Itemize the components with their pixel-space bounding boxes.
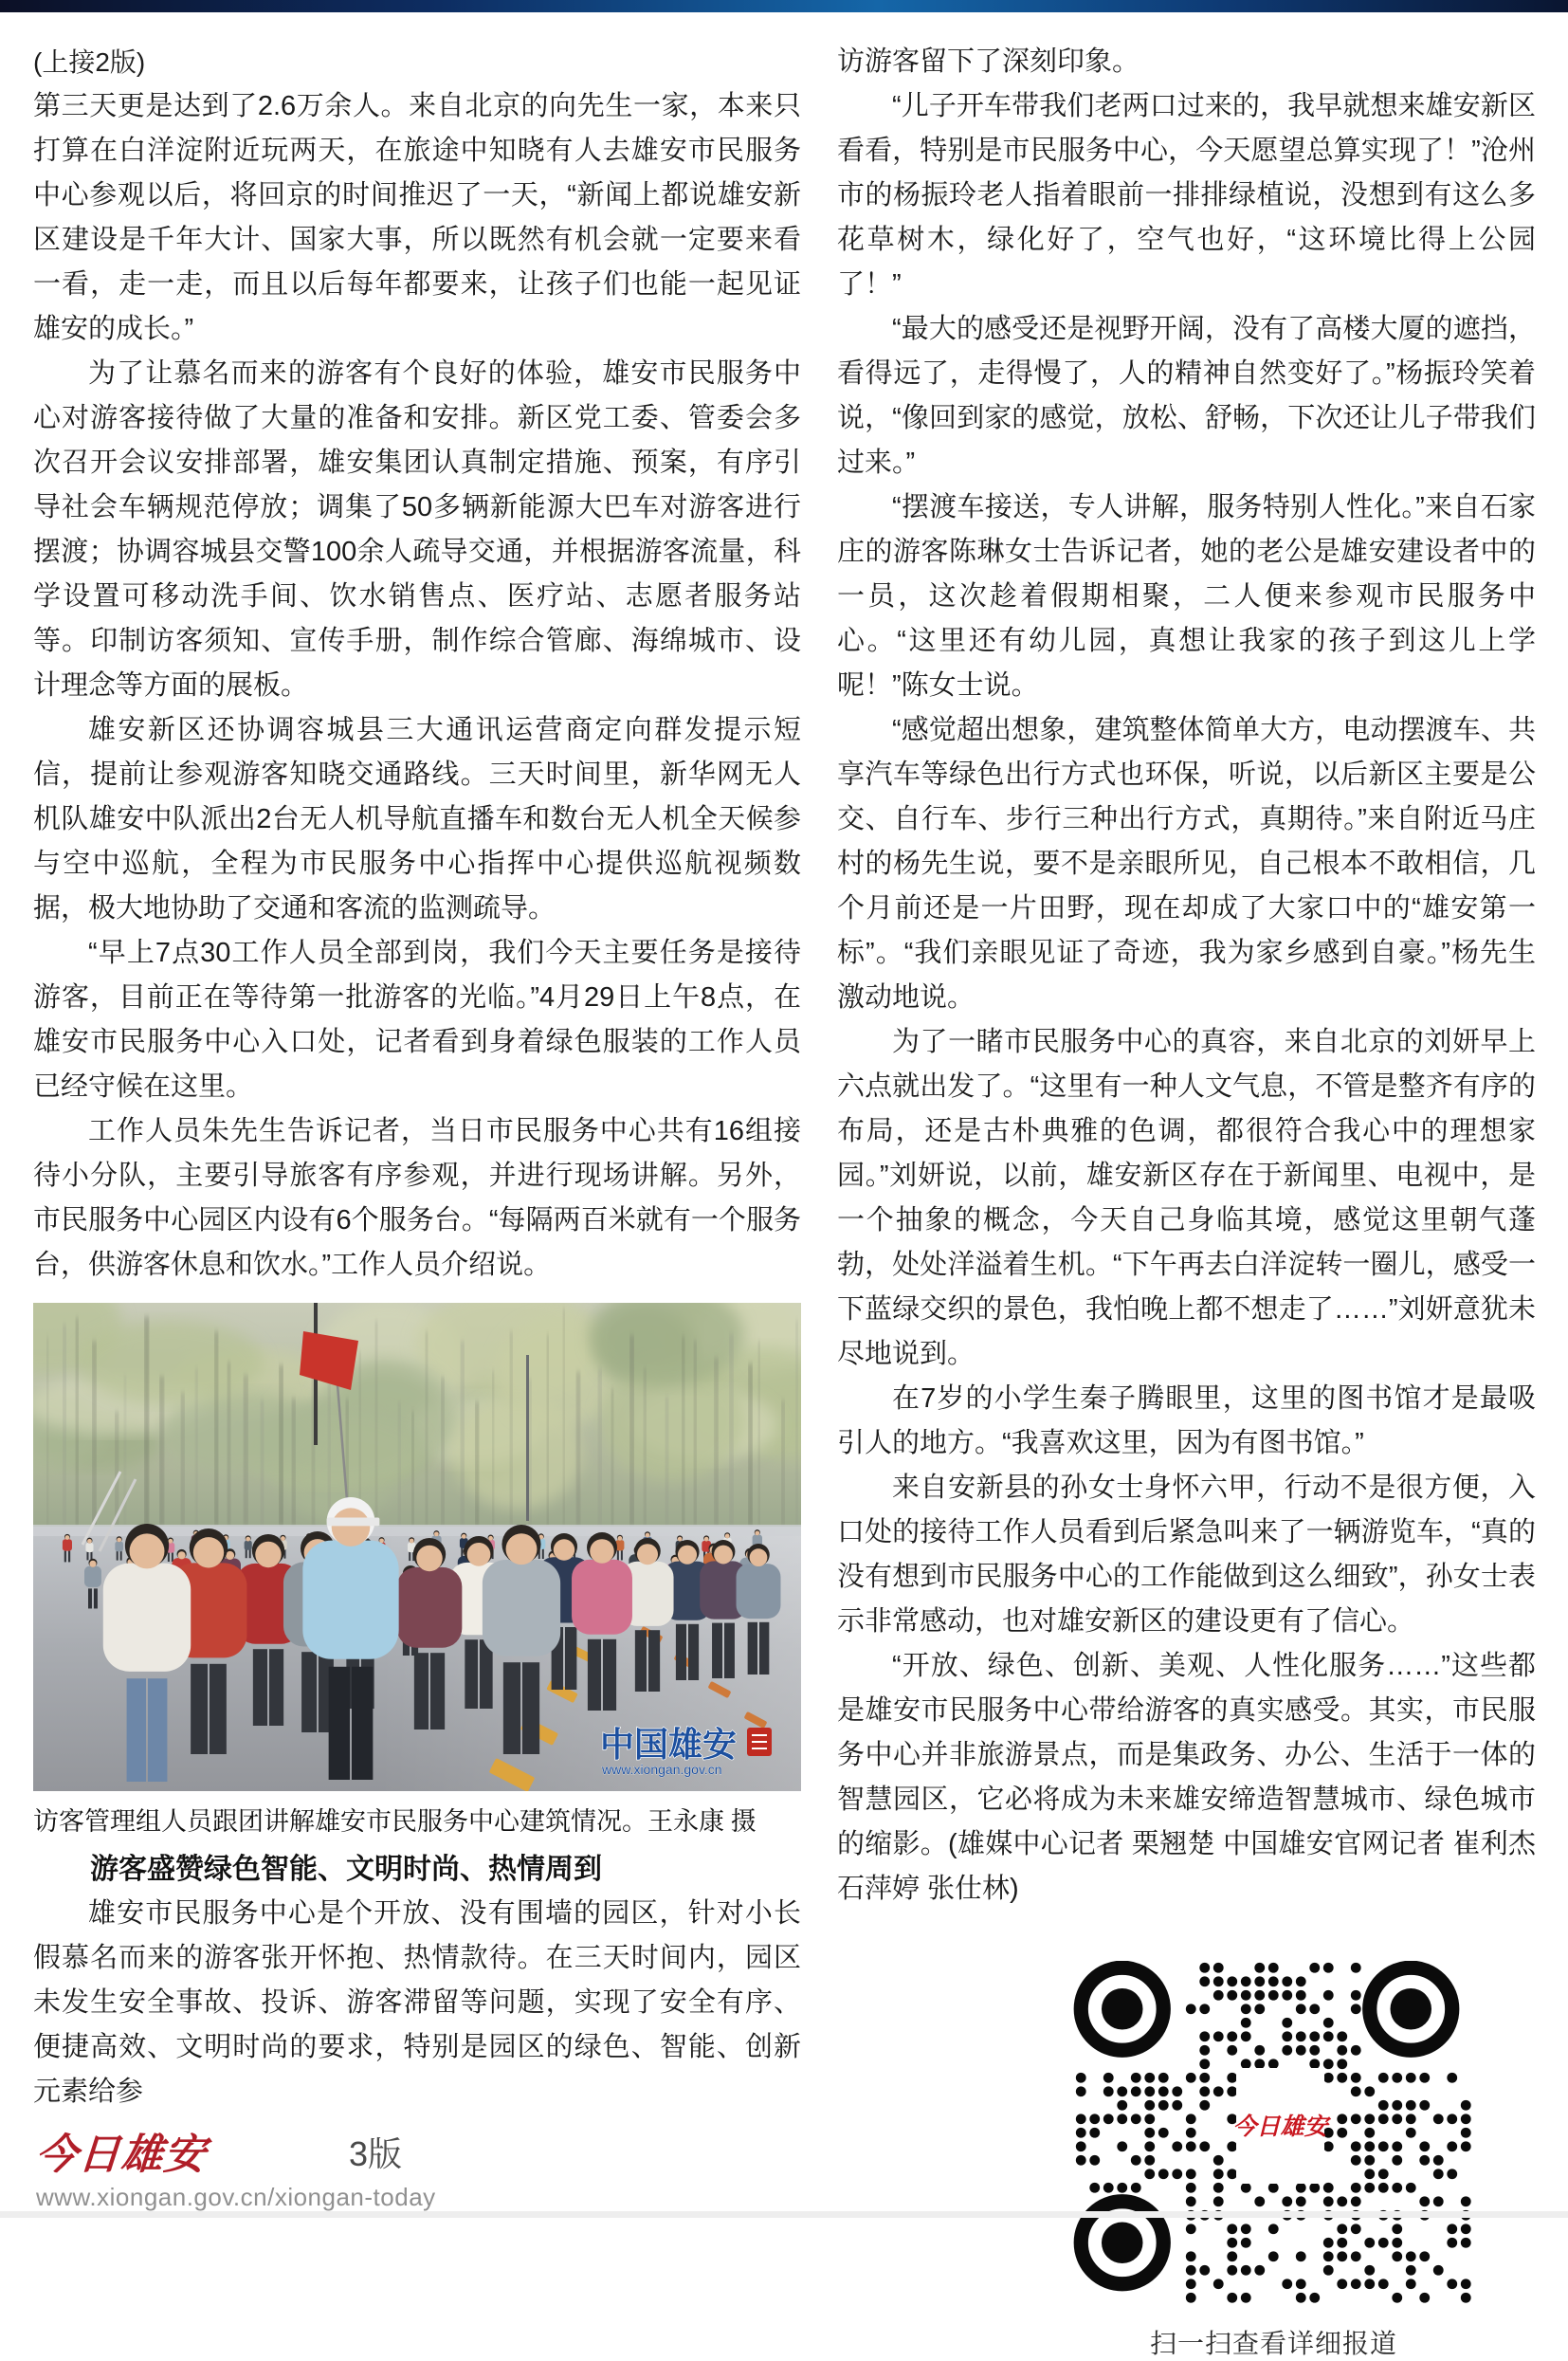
- paragraph: “儿子开车带我们老两口过来的，我早就想来雄安新区看看，特别是市民服务中心，今天愿望总算实现了！”沧州市的杨振玲老人指着眼前一排排绿植说，没想到有这么多花草树木，绿化好了，空气也好，“这环境比得上公园了！”: [837, 91, 1536, 300]
- qr-block: [1068, 1961, 1479, 2361]
- paragraph: 为了让慕名而来的游客有个良好的体验，雄安市民服务中心对游客接待做了大量的准备和安排。新区党工委、管委会多次召开会议安排部署，雄安集团认真制定措施、预案，有序引导社会车辆规范停放；调集了50多辆新能源大巴车对游客进行摆渡；协调容城县交警100余人疏导交通，并根据游客流量，科学设置可移动洗手间、饮水销售点、医疗站、志愿者服务站等。印制访客须知、宣传手册，制作综合管廊、海绵城市、设计理念等方面的展板。: [33, 358, 801, 701]
- paragraph: 工作人员朱先生告诉记者，当日市民服务中心共有16组接待小分队，主要引导旅客有序参观，并进行现场讲解。另外，市民服务中心园区内设有6个服务台。“每隔两百米就有一个服务台，供游客休息和饮水。”工作人员介绍说。: [33, 1116, 801, 1280]
- section-paragraph-wrap: [33, 1892, 801, 2114]
- paragraph: 第三天更是达到了2.6万余人。来自北京的向先生一家，本来只打算在白洋淀附近玩两天，在旅途中知晓有人去雄安市民服务中心参观以后，将回京的时间推迟了一天，“新闻上都说雄安新区建设是千年大计、国家大事，所以既然有机会就一定要来看一看，走一走，而且以后每年都要来，让孩子们也能一起见证雄安的成长。”: [33, 91, 801, 344]
- section-subhead: 游客盛赞绿色智能、文明时尚、热情周到: [90, 1854, 602, 1885]
- left-column-text: [33, 84, 801, 1288]
- paragraph: 为了一睹市民服务中心的真容，来自北京的刘妍早上六点就出发了。“这里有一种人文气息，不管是整齐有序的布局，还是古朴典雅的色调，都很符合我心中的理想家园。”刘妍说，以前，雄安新区存在于新闻里、电视中，是一个抽象的概念，今天自己身临其境，感觉这里朝气蓬勃，处处洋溢着生机。“下午再去白洋淀转一圈儿，感受一下蓝绿交织的景色，我怕晚上都不想走了……”刘妍意犹未尽地说到。: [837, 1027, 1536, 1369]
- top-accent-bar: [0, 0, 1568, 12]
- paragraph: “开放、绿色、创新、美观、人性化服务……”这些都是雄安市民服务中心带给游客的真实感受。其实，市民服务中心并非旅游景点，而是集政务、办公、生活于一体的智慧园区，它必将成为未来雄安缔造智慧城市、绿色城市的缩影。(雄媒中心记者 栗翘楚 中国雄安官网记者 崔利杰 石萍婷 张仕林): [837, 1651, 1536, 1904]
- qr-center-label: 今日雄安: [1232, 2114, 1328, 2140]
- left-column: [33, 40, 801, 2361]
- qr-caption: 扫一扫查看详细报道: [1149, 2329, 1397, 2358]
- paragraph: 雄安新区还协调容城县三大通讯运营商定向群发提示短信，提前让参观游客知晓交通路线。三天时间里，新华网无人机队雄安中队派出2台无人机导航直播车和数台无人机全天候参与空中巡航，全程为市民服务中心指挥中心提供巡航视频数据，极大地协助了交通和客流的监测疏导。: [33, 715, 801, 924]
- photo-caption: 访客管理组人员跟团讲解雄安市民服务中心建筑情况。王永康 摄: [33, 1807, 757, 1836]
- right-column: [837, 40, 1536, 2361]
- paragraph: 来自安新县的孙女士身怀六甲，行动不是很方便，入口处的接待工作人员看到后紧急叫来了一辆游览车，“真的没有想到市民服务中心的工作能做到这么细致”，孙女士表示非常感动，也对雄安新区的建设更有了信心。: [837, 1473, 1536, 1637]
- watermark-url: www.xiongan.gov.cn: [602, 1762, 722, 1777]
- qr-code: [1068, 1961, 1479, 2305]
- bottom-edge-strip: [0, 2211, 1568, 2218]
- news-photo: [33, 1303, 801, 1791]
- paragraph: “最大的感受还是视野开阔，没有了高楼大厦的遮挡，看得远了，走得慢了，人的精神自然变好了。”杨振玲笑着说，“像回到家的感觉，放松、舒畅，下次还让儿子带我们过来。”: [837, 314, 1536, 478]
- paragraph: “感觉超出想象，建筑整体简单大方，电动摆渡车、共享汽车等绿色出行方式也环保，听说，以后新区主要是公交、自行车、步行三种出行方式，真期待。”来自附近马庄村的杨先生说，要不是亲眼所见，自己根本不敢相信，几个月前还是一片田野，现在却成了大家口中的“雄安第一标”。“我们亲眼见证了奇迹，我为家乡感到自豪。”杨先生激动地说。: [837, 715, 1536, 1013]
- footer-url: www.xiongan.gov.cn/xiongan-today: [36, 2183, 436, 2211]
- news-photo-block: [33, 1303, 801, 1840]
- page-footer: [33, 2120, 605, 2212]
- page-number: 3版: [349, 2134, 403, 2173]
- continued-from-note: (上接2版): [33, 47, 146, 77]
- paragraph: 在7岁的小学生秦子腾眼里，这里的图书馆才是最吸引人的地方。“我喜欢这里，因为有图书馆。”: [837, 1383, 1536, 1458]
- paragraph: “摆渡车接送，专人讲解，服务特别人性化。”来自石家庄的游客陈琳女士告诉记者，她的老公是雄安建设者中的一员，这次趁着假期相聚，二人便来参观市民服务中心。“这里还有幼儿园，真想让我家的孩子到这儿上学呢！”陈女士说。: [837, 492, 1536, 701]
- paragraph: 雄安市民服务中心是个开放、没有围墙的园区，针对小长假慕名而来的游客张开怀抱、热情款待。在三天时间内，园区未发生安全事故、投诉、游客滞留等问题，实现了安全有序、便捷高效、文明时尚的要求，特别是园区的绿色、智能、创新元素给参: [33, 1898, 801, 2107]
- footer-masthead-logo: 今日雄安: [33, 2132, 209, 2178]
- right-column-text: [837, 40, 1536, 1912]
- paragraph: 访游客留下了深刻印象。: [837, 46, 1140, 77]
- paragraph: “早上7点30工作人员全部到岗，我们今天主要任务是接待游客，目前正在等待第一批游客的光临。”4月29日上午8点，在雄安市民服务中心入口处，记者看到身着绿色服装的工作人员已经守候在这里。: [33, 938, 801, 1102]
- watermark-title: 中国雄安: [600, 1726, 738, 1764]
- page-content: [33, 40, 1536, 2361]
